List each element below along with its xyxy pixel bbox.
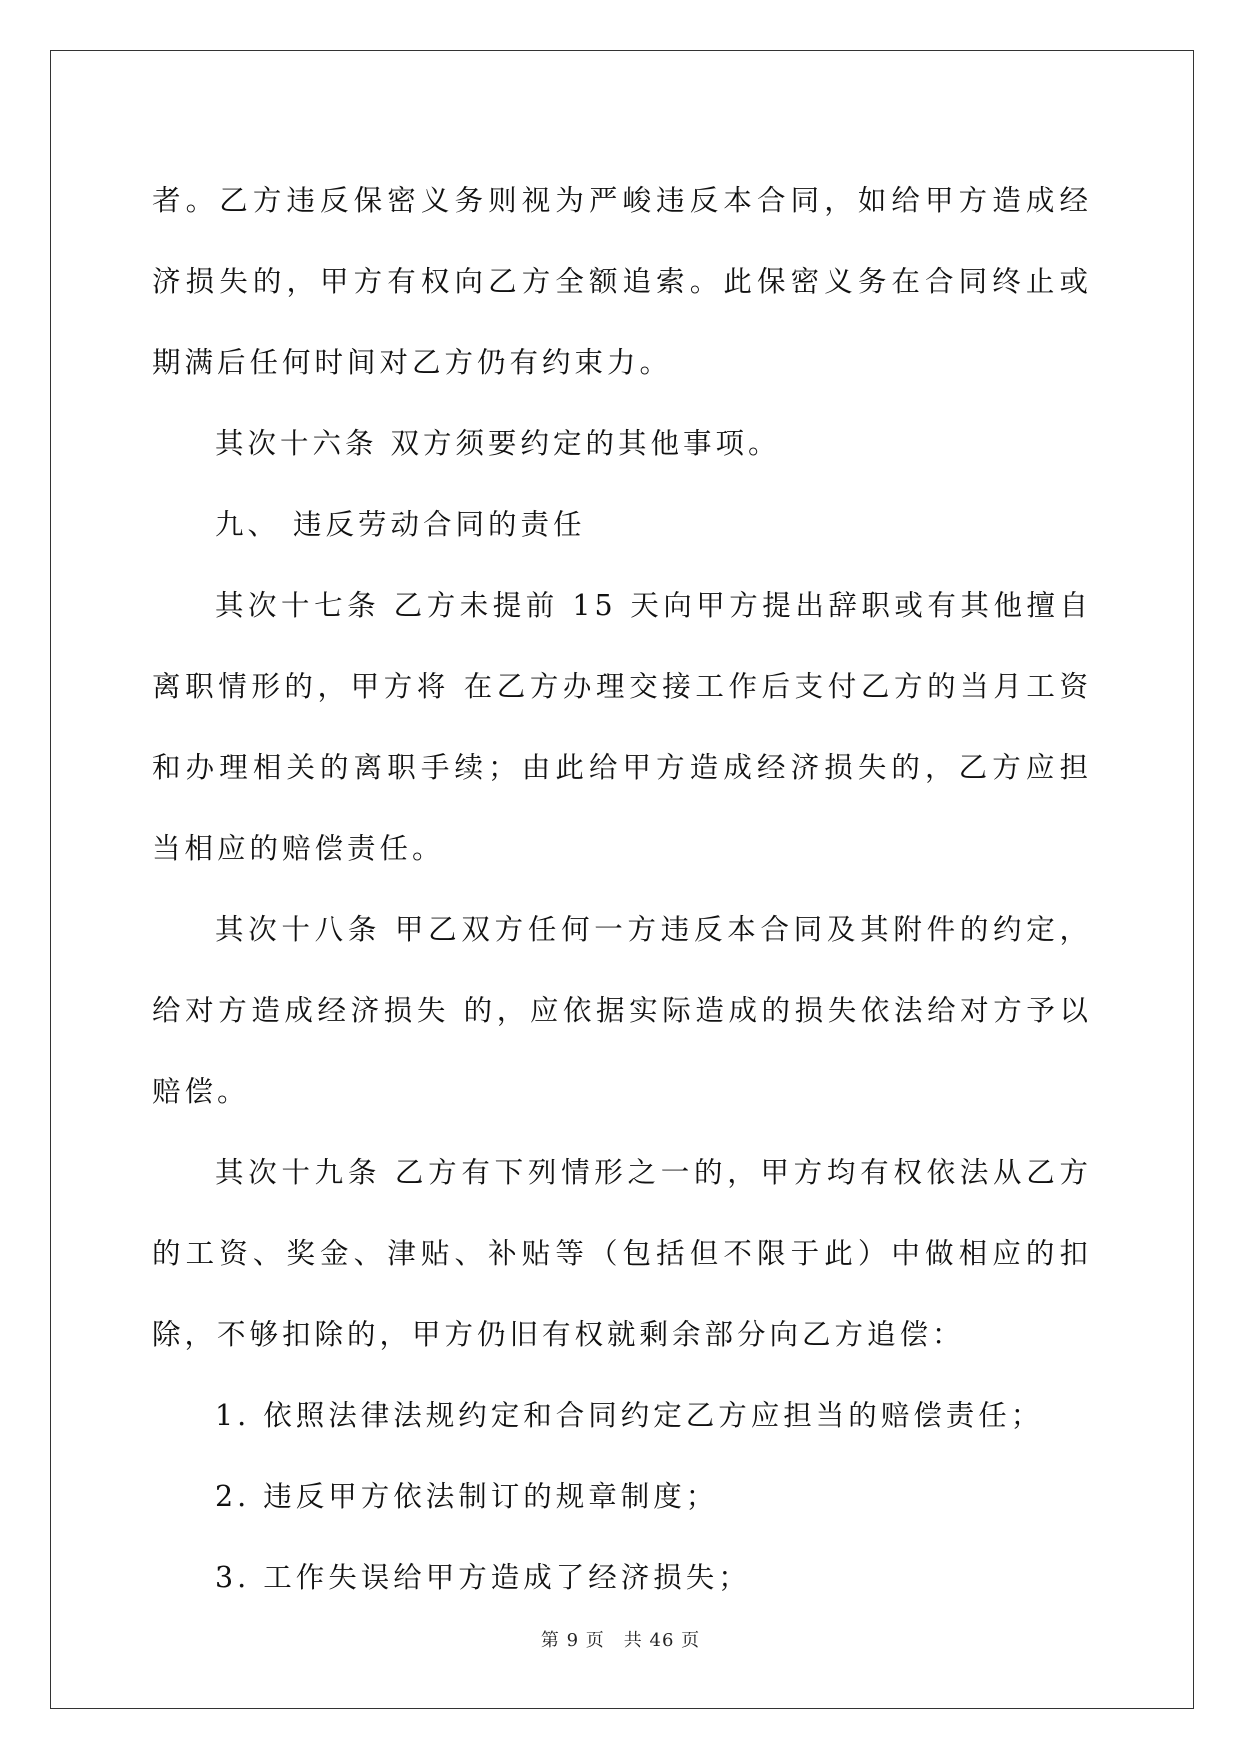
- list-item-3: 3. 工作失误给甲方造成了经济损失；: [215, 1561, 751, 1594]
- paragraph-article-29: 其次十九条 乙方有下列情形之一的，甲方均有权依法从乙方的工资、奖金、津贴、补贴等（包括但不限于此）中做相应的扣除，不够扣除的，甲方仍旧有权就剩余部分向乙方追偿：: [152, 1156, 1092, 1351]
- list-item-1: 1. 依照法律法规约定和合同约定乙方应担当的赔偿责任；: [215, 1399, 1044, 1432]
- section-heading-9: 九、 违反劳动合同的责任: [215, 508, 586, 541]
- paragraph-article-27: 其次十七条 乙方未提前 15 天向甲方提出辞职或有其他擅自离职情形的，甲方将 在乙方办理交接工作后支付乙方的当月工资和办理相关的离职手续；由此给甲方造成经济损失的，乙方应担当相应的赔偿责任。: [152, 589, 1092, 865]
- page-number-footer: 第 9 页 共 46 页: [540, 1630, 701, 1651]
- paragraph-article-28: 其次十八条 甲乙双方任何一方违反本合同及其附件的约定，给对方造成经济损失 的，应依据实际造成的损失依法给对方予以赔偿。: [152, 913, 1092, 1108]
- list-item-2: 2. 违反甲方依法制订的规章制度；: [215, 1480, 719, 1513]
- paragraph-confidentiality: 者。乙方违反保密义务则视为严峻违反本合同，如给甲方造成经济损失的，甲方有权向乙方全额追索。此保密义务在合同终止或期满后任何时间对乙方仍有约束力。: [152, 184, 1092, 379]
- paragraph-article-26: 其次十六条 双方须要约定的其他事项。: [215, 427, 781, 460]
- document-body: [152, 160, 1092, 1618]
